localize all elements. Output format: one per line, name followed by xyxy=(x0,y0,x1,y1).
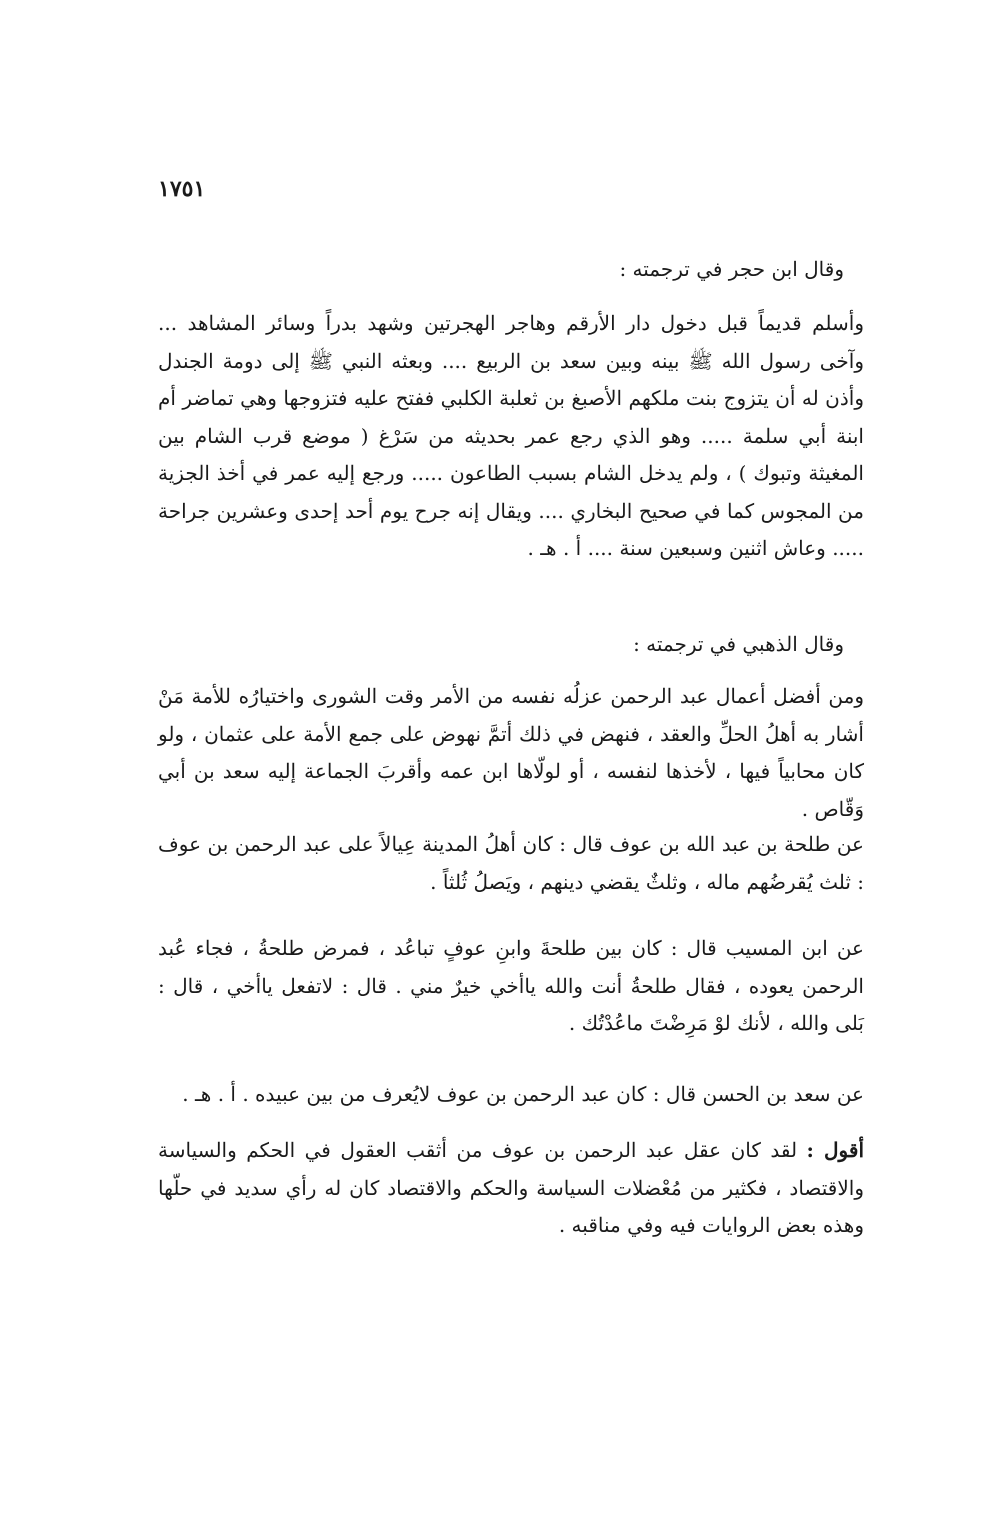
author-text: لقد كان عقل عبد الرحمن بن عوف من أثقب العقول في الحكم والسياسة والاقتصاد ، فكثير من مُعْضلات السياسة والحكم والاقتصاد كان له رأي سديد في حلّها وهذه بعض الروايات فيه وفي مناقبه . xyxy=(158,1138,864,1237)
dhahabi-paragraph-3: عن ابن المسيب قال : كان بين طلحةَ وابنِ عوفٍ تباعُد ، فمرض طلحةُ ، فجاء عُبد الرحمن يعوده ، فقال طلحةُ أنت والله ياأخي خيرٌ مني . قال : لاتفعل ياأخي ، قال : بَلى والله ، لأنك لوْ مَرِضْتَ ماعُدْتُك . xyxy=(158,936,864,1035)
author-lead: أقول : xyxy=(806,1138,864,1162)
dhahabi-paragraph-2: عن طلحة بن عبد الله بن عوف قال : كان أهلُ المدينة عِيالاً على عبد الرحمن بن عوف : ثلث يُقرضُهم ماله ، وثلثٌ يقضي دينهم ، ويَصلُ ثُلثاً . xyxy=(158,832,864,894)
page-number: ١٧٥١ xyxy=(158,176,206,202)
ibn-hajar-paragraph: وأسلم قديماً قبل دخول دار الأرقم وهاجر الهجرتين وشهد بدراً وسائر المشاهد ... وآخى رسول الله ﷺ بينه وبين سعد بن الربيع .... وبعثه النبي ﷺ إلى دومة الجندل وأذن له أن يتزوج بنت ملكهم الأصبغ بن ثعلبة الكلبي ففتح عليه فتزوجها وهي تماضر أم ابنة أبي سلمة ..... وهو الذي رجع عمر بحديثه من سَرْغ ( موضع قرب الشام بين المغيثة وتبوك ) ، ولم يدخل الشام بسبب الطاعون ..... ورجع إليه عمر في أخذ الجزية من المجوس كما في صحيح البخاري .... ويقال إنه جرح يوم أحد إحدى وعشرين جراحة ..... وعاش اثنين وسبعين سنة .... أ . هـ . xyxy=(158,311,864,560)
author-paragraph xyxy=(158,1132,864,1245)
ibn-hajar-heading: وقال ابن حجر في ترجمته : xyxy=(619,257,844,281)
dhahabi-paragraph-1: ومن أفضل أعمال عبد الرحمن عزلُه نفسه من الأمر وقت الشورى واختيارُه للأمة مَنْ أشار به أهلُ الحلِّ والعقد ، فنهض في ذلك أتمَّ نهوض على جمع الأمة على عثمان ، ولو كان محابياً فيها ، لأخذها لنفسه ، أو لولّاها ابن عمه وأقربَ الجماعة إليه سعد بن أبي وَقّاص . xyxy=(158,684,864,821)
dhahabi-paragraph-4: عن سعد بن الحسن قال : كان عبد الرحمن بن عوف لايُعرف من بين عبيده . أ . هـ . xyxy=(182,1082,864,1106)
dhahabi-heading: وقال الذهبي في ترجمته : xyxy=(633,632,844,656)
